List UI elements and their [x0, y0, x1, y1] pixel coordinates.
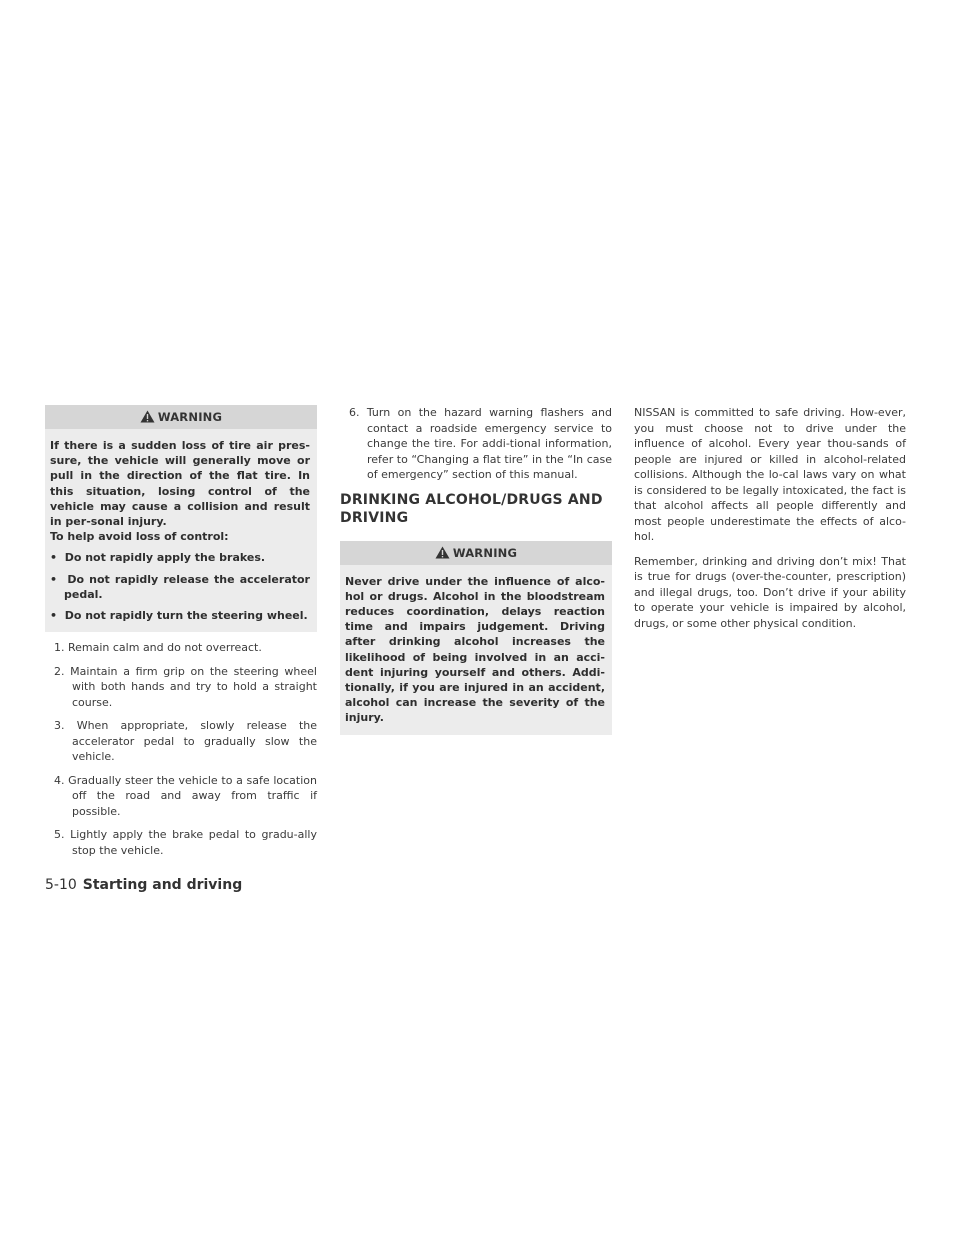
- step-item: 4. Gradually steer the vehicle to a safe location off the road and away from traffic if possible.: [54, 773, 317, 818]
- step-item: 6. Turn on the hazard warning flashers and contact a roadside emergency service to change the tire. For addi-tional information, refer to “Changing a flat tire” in the “In case of emergency” section of this manual.: [349, 406, 612, 481]
- column-3: [634, 405, 906, 640]
- warning-subhead: To help avoid loss of control:: [50, 530, 229, 544]
- warning-bullet: • Do not rapidly apply the brakes.: [50, 551, 266, 565]
- warning-triangle-icon: [140, 407, 155, 431]
- page-footer: [45, 877, 242, 893]
- warning-box-tire: [45, 405, 317, 632]
- step-item: 5. Lightly apply the brake pedal to gradu-ally stop the vehicle.: [54, 828, 317, 857]
- warning-bullet: • Do not rapidly turn the steering wheel.: [50, 609, 308, 623]
- steps-list: [45, 640, 317, 858]
- warning-label: WARNING: [157, 410, 223, 424]
- page-number: 5-10: [45, 877, 77, 893]
- column-2: [340, 405, 612, 735]
- body-paragraph: Remember, drinking and driving don’t mix! That is true for drugs (over-the-counter, prescription) and illegal drugs, too. Don’t drive if your ability to operate your vehicle is impaired by alcohol, drugs, or some other physical condition.: [634, 554, 906, 630]
- warning-box-alcohol: [340, 541, 612, 735]
- warning-header: [45, 405, 317, 429]
- warning-triangle-icon: [435, 543, 450, 567]
- column-1: [45, 405, 317, 866]
- step-item: 2. Maintain a firm grip on the steering wheel with both hands and try to hold a straight course.: [54, 664, 317, 709]
- section-title: DRINKING ALCOHOL/DRUGS AND DRIVING: [340, 491, 603, 526]
- section-name: Starting and driving: [82, 877, 243, 893]
- warning-label: WARNING: [452, 545, 518, 560]
- warning-body: [45, 429, 317, 623]
- warning-text: Never drive under the influence of alco-hol or drugs. Alcohol in the bloodstream reduces coordination, delays reaction time and impairs judgement. Driving after drinking alcohol increases the likelihood of being involved in an acci-dent injuring yourself and others. Addi-tionally, if you are injured in an accident, alcohol can increase the severity of the injury.: [345, 574, 605, 725]
- warning-paragraph: If there is a sudden loss of tire air pres-sure, the vehicle will generally move or pull in the direction of the flat tire. In this situation, losing control of the vehicle may cause a collision and result in per-sonal injury.: [50, 439, 310, 529]
- warning-body: [340, 565, 612, 726]
- warning-header: [340, 541, 612, 565]
- step-item: 1. Remain calm and do not overreact.: [54, 641, 262, 655]
- warning-bullet: • Do not rapidly release the accelerator pedal.: [50, 572, 310, 601]
- body-paragraph: NISSAN is committed to safe driving. How-ever, you must choose not to drive under the influence of alcohol. Every year thou-sands of people are injured or killed in alcohol-related collisions. Although the lo-cal laws vary on what is considered to be legally intoxicated, the fact is that alcohol affects all people differently and most people underestimate the effects of alco-hol.: [634, 406, 906, 543]
- step-item: 3. When appropriate, slowly release the accelerator pedal to gradually slow the vehicle.: [54, 719, 317, 764]
